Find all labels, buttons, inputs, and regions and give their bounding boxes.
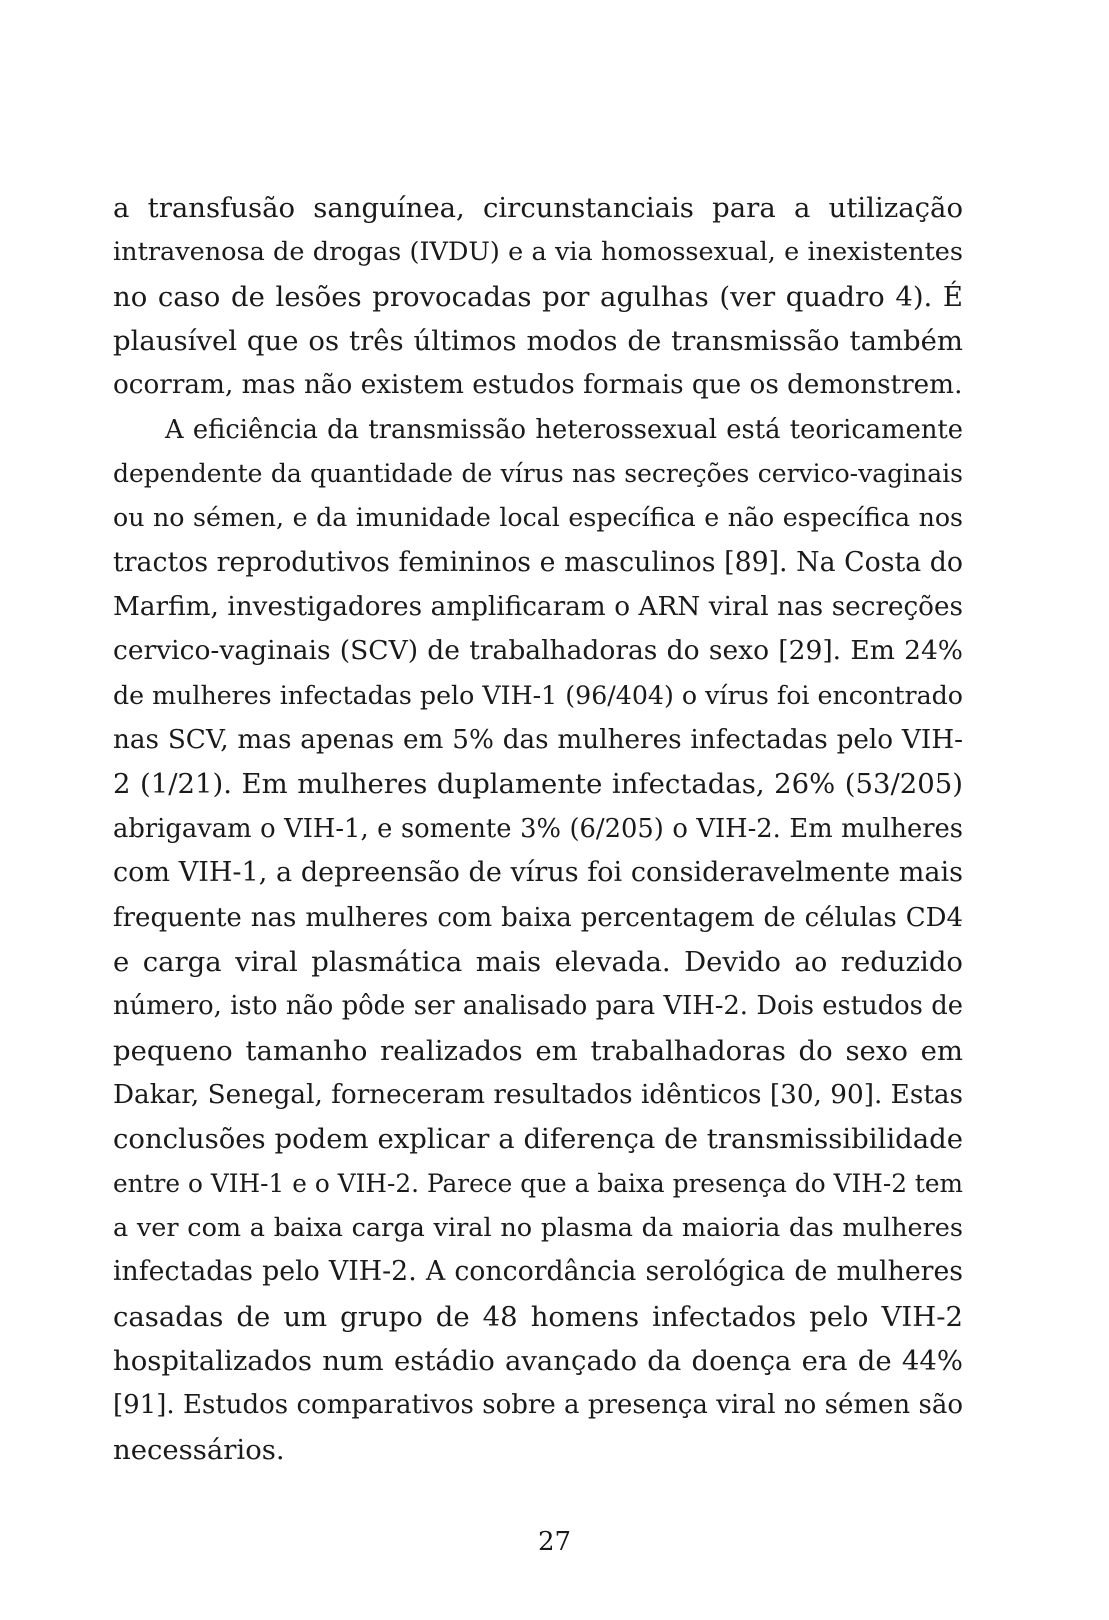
text-line: número, isto não pôde ser analisado para VIH-2. Dois estudos de	[113, 991, 963, 1022]
text-line: de mulheres infectadas pelo VIH-1 (96/404) o vírus foi encontrado	[113, 680, 963, 710]
text-line: dependente da quantidade de vírus nas secreções cervico-vaginais	[113, 459, 963, 489]
text-line: a transfusão sanguínea, circunstanciais para a utilização	[113, 192, 963, 224]
text-line: cervico-vaginais (SCV) de trabalhadoras do sexo [29]. Em 24%	[113, 635, 963, 667]
text-line: casadas de um grupo de 48 homens infectados pelo VIH-2	[113, 1300, 963, 1333]
text-line: conclusões podem explicar a diferença de transmissibilidade	[113, 1123, 963, 1156]
body-text	[113, 186, 963, 1472]
text-line: tractos reprodutivos femininos e masculinos [89]. Na Costa do	[113, 546, 963, 578]
text-line: abrigavam o VIH-1, e somente 3% (6/205) o VIH-2. Em mulheres	[113, 813, 963, 844]
text-line: ocorram, mas não existem estudos formais que os demonstrem.	[113, 370, 963, 401]
text-line: Dakar, Senegal, forneceram resultados idênticos [30, 90]. Estas	[113, 1079, 963, 1110]
text-line: hospitalizados num estádio avançado da doença era de 44%	[113, 1344, 963, 1377]
text-line: infectadas pelo VIH-2. A concordância serológica de mulheres	[113, 1256, 963, 1288]
text-line: a ver com a baixa carga viral no plasma da maioria das mulheres	[113, 1212, 963, 1243]
text-line: entre o VIH-1 e o VIH-2. Parece que a baixa presença do VIH-2 tem	[113, 1168, 963, 1198]
text-line: plausível que os três últimos modos de transmissão também	[113, 325, 963, 358]
page-number: 27	[537, 1527, 572, 1557]
paragraph-start-line: A eficiência da transmissão heterossexual está teoricamente	[165, 414, 963, 445]
text-line: pequeno tamanho realizados em trabalhadoras do sexo em	[113, 1034, 963, 1067]
text-line: necessários.	[113, 1433, 285, 1466]
text-line: [91]. Estudos comparativos sobre a presença viral no sémen são	[113, 1390, 963, 1421]
text-line: intravenosa de drogas (IVDU) e a via homossexual, e inexistentes	[113, 237, 963, 268]
text-line: frequente nas mulheres com baixa percentagem de células CD4	[113, 902, 963, 933]
text-line: com VIH-1, a depreensão de vírus foi consideravelmente mais	[113, 857, 963, 889]
text-line: nas SCV, mas apenas em 5% das mulheres infectadas pelo VIH-	[113, 725, 963, 756]
text-line: ou no sémen, e da imunidade local específica e não específica nos	[113, 503, 963, 533]
text-line: 2 (1/21). Em mulheres duplamente infectadas, 26% (53/205)	[113, 768, 963, 801]
text-line: e carga viral plasmática mais elevada. Devido ao reduzido	[113, 945, 963, 978]
text-line: no caso de lesões provocadas por agulhas (ver quadro 4). É	[113, 280, 963, 313]
text-line: Marfim, investigadores amplificaram o ARN viral nas secreções	[113, 592, 963, 623]
